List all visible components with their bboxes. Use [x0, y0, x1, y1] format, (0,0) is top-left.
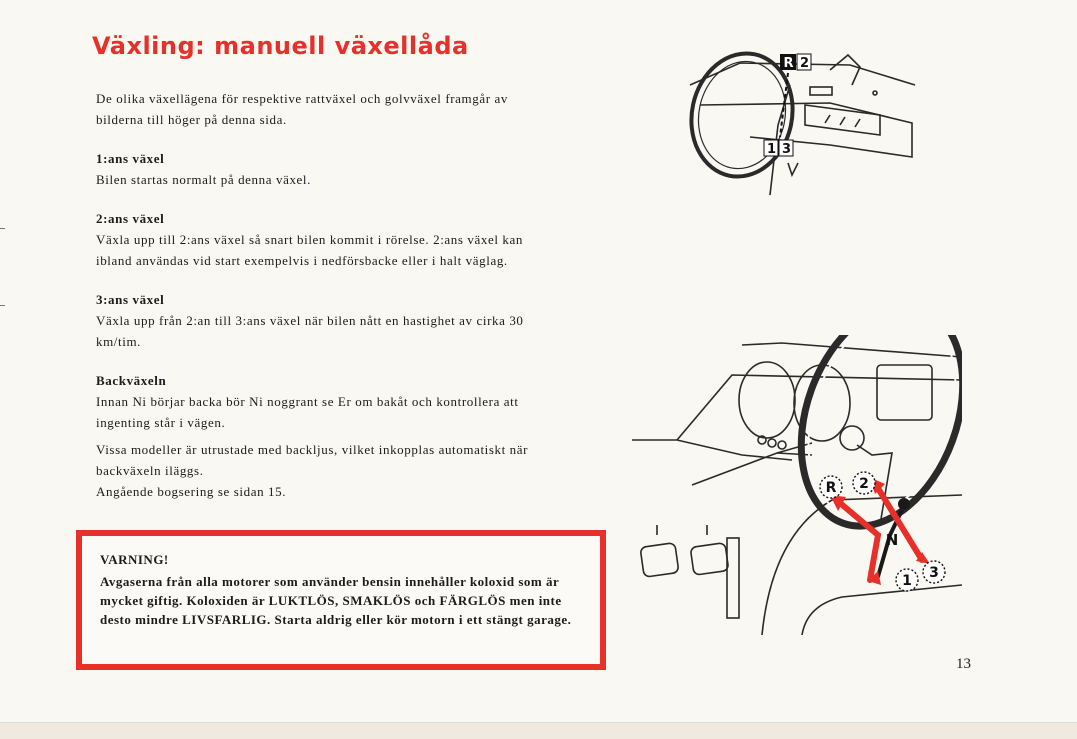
- section-body-first-gear: Bilen startas normalt på denna växel.: [96, 172, 311, 187]
- section-body-towing-ref: Angående bogsering se sidan 15.: [96, 484, 287, 499]
- floor-shift-label-n: N: [885, 531, 899, 549]
- column-shift-illustration: [680, 45, 920, 210]
- page-fold-mark: [0, 305, 5, 306]
- floor-shift-label-3: 3: [929, 565, 939, 581]
- floor-shift-label-r: R: [825, 480, 837, 496]
- shift-label-1: 1: [767, 142, 777, 157]
- shift-label-2: 2: [800, 56, 810, 71]
- section-heading-reverse: Backväxeln: [96, 373, 167, 388]
- intro-paragraph: De olika växellägena för respektive rattväxel och golvväxel framgår av bilderna till höger på denna sida.: [96, 91, 508, 127]
- section-heading-first-gear: 1:ans växel: [96, 151, 165, 166]
- page-title: Växling: manuell växellåda: [92, 32, 469, 60]
- section-body-second-gear: Växla upp till 2:ans växel så snart bilen kommit i rörelse. 2:ans växel kan ibland användas vid start exempelvis i nedförsbacke eller i halt väglag.: [96, 232, 523, 268]
- warning-title: VARNING!: [100, 552, 169, 567]
- page-number: 13: [956, 656, 971, 672]
- section-heading-second-gear: 2:ans växel: [96, 211, 165, 226]
- body-text: [96, 88, 558, 502]
- shift-label-3: 3: [782, 142, 792, 157]
- shift-label-r: R: [783, 56, 794, 71]
- section-body-third-gear: Växla upp från 2:an till 3:ans växel när bilen nått en hastighet av cirka 30 km/tim.: [96, 313, 524, 349]
- section-body-reverse: Innan Ni börjar backa bör Ni noggrant se Er om bakåt och kontrollera att ingenting står i vägen.: [96, 394, 519, 430]
- page-bottom-edge: [0, 722, 1077, 739]
- section-heading-third-gear: 3:ans växel: [96, 292, 165, 307]
- warning-text: Avgaserna från alla motorer som använder bensin innehåller koloxid som är mycket giftig. Koloxiden är LUKTLÖS, SMAKLÖS och FÄRGLÖS men inte desto mindre LIVSFARLIG. Starta aldrig eller kör motorn i ett stängt garage.: [100, 574, 572, 627]
- floor-shift-illustration: [632, 335, 962, 635]
- section-body-reverse-lights: Vissa modeller är utrustade med backljus, vilket inkopplas automatiskt när backväxeln iläggs.: [96, 442, 529, 478]
- page-fold-mark: [0, 228, 5, 229]
- warning-box: [76, 530, 606, 670]
- floor-shift-label-1: 1: [902, 573, 912, 589]
- floor-shift-label-2: 2: [859, 476, 869, 492]
